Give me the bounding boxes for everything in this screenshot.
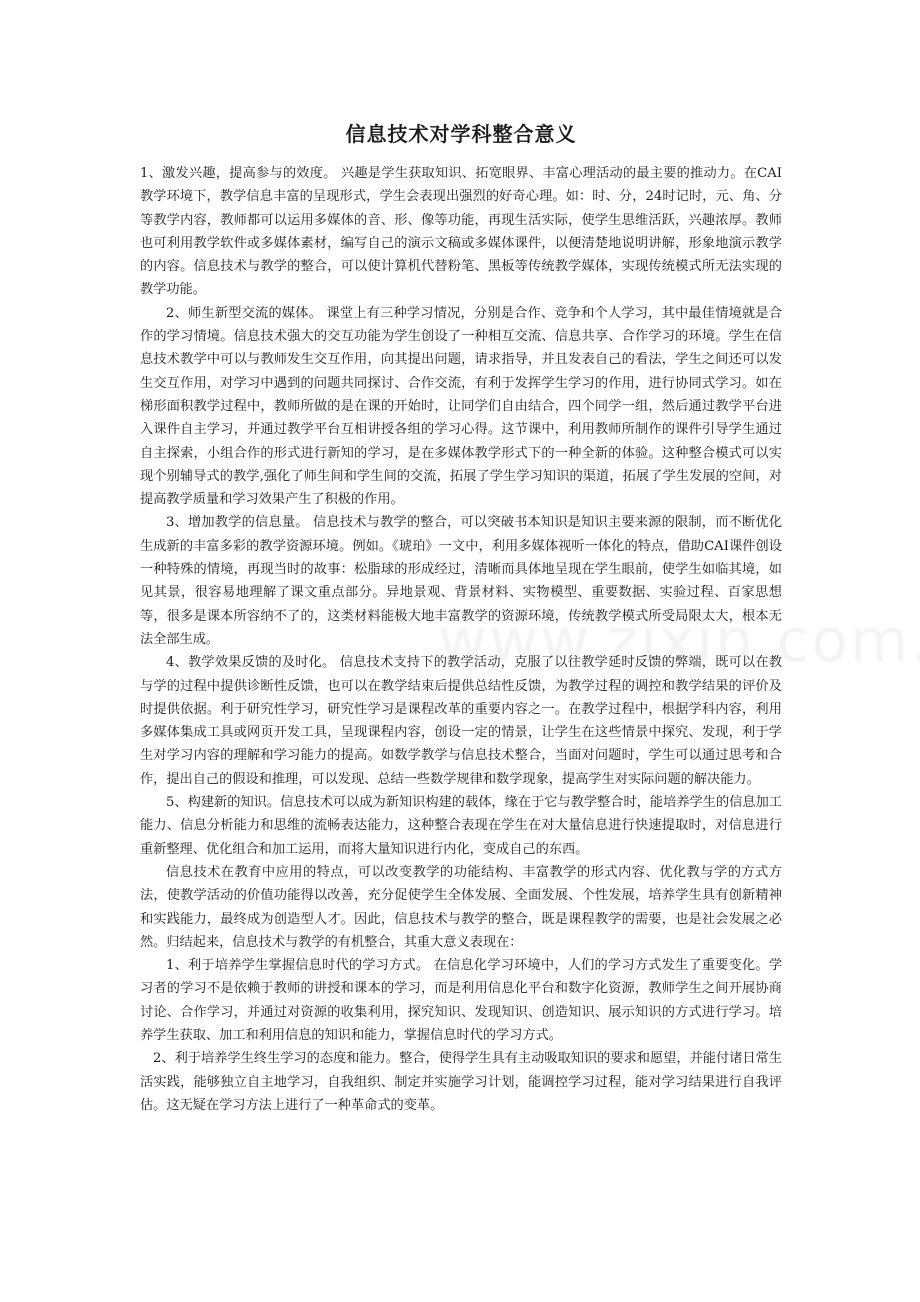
paragraph-6: 信息技术在教育中应用的特点，可以改变教学的功能结构、丰富教学的形式内容、优化教与学的方式方法，使教学活动的价值功能得以改善，充分促使学生全体发展、全面发展、个性发展，培养学生具有创新精神和实践能力，最终成为创造型人才。因此，信息技术与教学的整合，既是课程教学的需要，也是社会发展之必然。归结起来，信息技术与教学的有机整合，其重大意义表现在： <box>140 864 782 950</box>
document-title: 信息技术对学科整合意义 <box>345 122 577 146</box>
paragraph-3: 3、增加教学的信息量。 信息技术与教学的整合，可以突破书本知识是知识主要来源的限制，而不断优化生成新的丰富多彩的教学资源环境。例如。《琥珀》一文中，利用多媒体视听一体化的特点，借助CAI课件创设一种特殊的情境，再现当时的故事：松脂球的形成经过，清晰而具体地呈现在学生眼前，使学生如临其境，如见其景，很容易地理解了课文重点部分。异地景观、背景材料、实物模型、重要数据、实验过程、百家思想等，很多是课本所容纳不了的，这类材料能极大地丰富教学的资源环境，传统教学模式所受局限太大，根本无法全部生成。 <box>140 515 782 647</box>
paragraph-5: 5、构建新的知识。信息技术可以成为新知识构建的载体，缘在于它与教学整合时，能培养学生的信息加工能力、信息分析能力和思维的流畅表达能力，这种整合表现在学生在对大量信息进行快速提取时，对信息进行重新整理、优化组合和加工运用，而将大量知识进行内化，变成自己的东西。 <box>140 795 782 857</box>
paragraph-2: 2、师生新型交流的媒体。 课堂上有三种学习情况，分别是合作、竞争和个人学习，其中最佳情境就是合作的学习情境。信息技术强大的交互功能为学生创设了一种相互交流、信息共享、合作学习的环境。学生在信息技术教学中可以与教师发生交互作用，向其提出问题，请求指导，并且发表自己的看法，学生之间还可以发生交互作用，对学习中遇到的问题共同探讨、合作交流，有利于发挥学生学习的作用，进行协同式学习。如在梯形面积教学过程中，教师所做的是在课的开始时，让同学们自由结合，四个同学一组，然后通过教学平台进入课件自主学习，并通过教学平台互相讲授各组的学习心得。这节课中，利用教师所制作的课件引导学生通过自主探索，小组合作的形式进行新知的学习，是在多媒体教学形式下的一种全新的体验。这种整合模式可以实现个别辅导式的教学,强化了师生间和学生间的交流，拓展了学生学习知识的渠道，拓展了学生发展的空间，对提高教学质量和学习效果产生了积极的作用。 <box>140 305 782 508</box>
paragraph-7: 1、利于培养学生掌握信息时代的学习方式。 在信息化学习环境中，人们的学习方式发生了重要变化。学习者的学习不是依赖于教师的讲授和课本的学习，而是利用信息化平台和数字化资源，教师学生之间开展协商讨论、合作学习，并通过对资源的收集利用，探究知识、发现知识、创造知识、展示知识的方式进行学习。培养学生获取、加工和利用信息的知识和能力，掌握信息时代的学习方式。 <box>140 958 782 1043</box>
paragraph-8: 2、利于培养学生终生学习的态度和能力。整合，使得学生具有主动吸取知识的要求和愿望，并能付诸日常生活实践，能够独立自主地学习，自我组织、制定并实施学习计划，能调控学习过程，能对学习结果进行自我评估。这无疑在学习方法上进行了一种革命式的变革。 <box>140 1051 782 1113</box>
document-page <box>140 118 782 1117</box>
paragraph-1: 1、激发兴趣，提高参与的效度。 兴趣是学生获取知识、拓宽眼界、丰富心理活动的最主要的推动力。在CAI教学环境下，教学信息丰富的呈现形式，学生会表现出强烈的好奇心理。如：时、分，24时记时，元、角、分等教学内容，教师都可以运用多媒体的音、形、像等功能，再现生活实际，使学生思维活跃，兴趣浓厚。教师也可利用教学软件或多媒体素材，编写自己的演示文稿或多媒体课件，以便清楚地说明讲解，形象地演示教学的内容。信息技术与教学的整合，可以使计算机代替粉笔、黑板等传统教学媒体，实现传统模式所无法实现的教学功能。 <box>140 166 782 298</box>
paragraph-4: 4、教学效果反馈的及时化。 信息技术支持下的教学活动，克服了以往教学延时反馈的弊端，既可以在教与学的过程中提供诊断性反馈，也可以在教学结束后提供总结性反馈，为教学过程的调控和教学结果的评价及时提供依据。利于研究性学习，研究性学习是课程改革的重要内容之一。在教学过程中，根据学科内容，利用多媒体集成工具或网页开发工具，呈现课程内容，创设一定的情景，让学生在这些情景中探究、发现，利于学生对学习内容的理解和学习能力的提高。如数学教学与信息技术整合，当面对问题时，学生可以通过思考和合作，提出自己的假设和推理，可以发现、总结一些数学规律和数学现象，提高学生对实际问题的解决能力。 <box>140 655 782 787</box>
